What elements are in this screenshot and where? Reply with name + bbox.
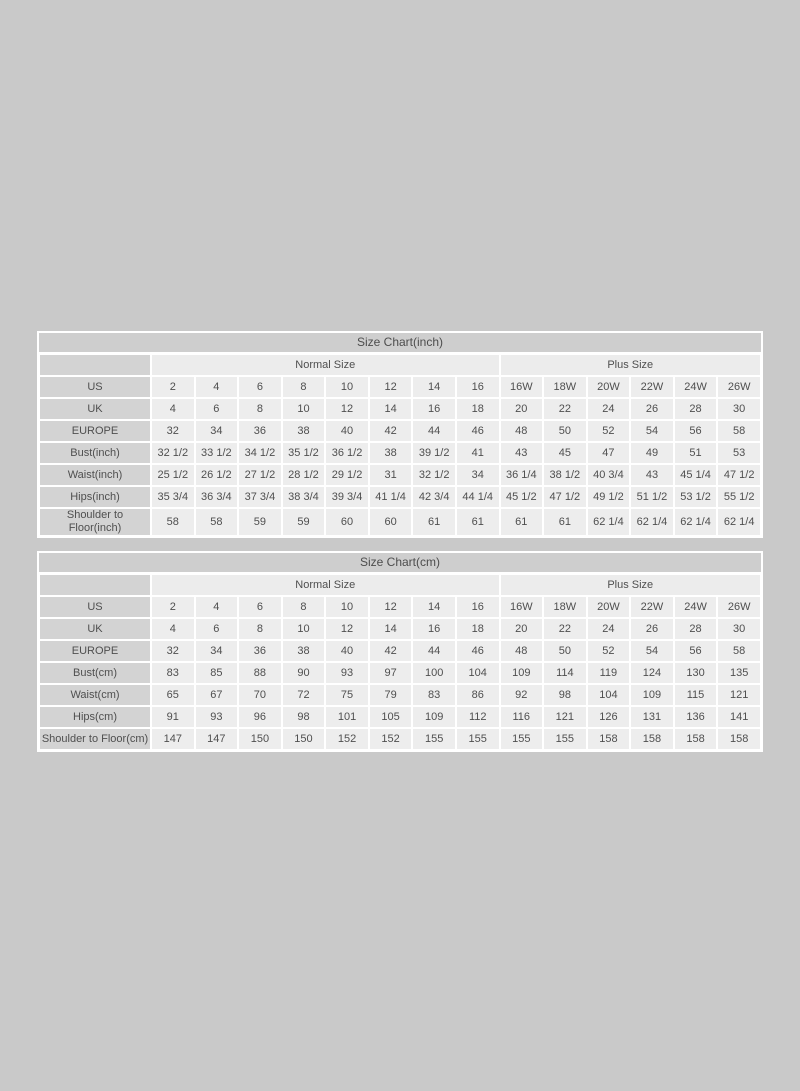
- size-cell: 12: [325, 618, 369, 640]
- size-cell: 6: [238, 376, 282, 398]
- size-cell: 45 1/4: [674, 464, 718, 486]
- size-cell: 79: [369, 684, 413, 706]
- size-cell: 32 1/2: [412, 464, 456, 486]
- size-cell: 38: [282, 640, 326, 662]
- row-label: UK: [39, 618, 151, 640]
- size-cell: 34: [195, 420, 239, 442]
- table-row: [39, 640, 761, 662]
- size-cell: 40 3/4: [587, 464, 631, 486]
- size-cell: 33 1/2: [195, 442, 239, 464]
- size-cell: 28 1/2: [282, 464, 326, 486]
- size-cell: 35 3/4: [151, 486, 195, 508]
- table-row: [39, 706, 761, 728]
- size-cell: 121: [717, 684, 761, 706]
- size-cell: 141: [717, 706, 761, 728]
- size-cell: 8: [238, 618, 282, 640]
- size-cell: 48: [500, 640, 544, 662]
- size-cell: 53 1/2: [674, 486, 718, 508]
- size-cell: 38 1/2: [543, 464, 587, 486]
- normal-size-header: Normal Size: [151, 574, 500, 596]
- size-cell: 58: [151, 508, 195, 536]
- size-cell: 47 1/2: [717, 464, 761, 486]
- size-cell: 104: [456, 662, 500, 684]
- size-cell: 147: [195, 728, 239, 750]
- size-cell: 91: [151, 706, 195, 728]
- size-cell: 60: [369, 508, 413, 536]
- size-cell: 31: [369, 464, 413, 486]
- size-cell: 116: [500, 706, 544, 728]
- corner-cell: [39, 354, 151, 376]
- size-cell: 46: [456, 640, 500, 662]
- size-cell: 10: [325, 596, 369, 618]
- size-cell: 43: [500, 442, 544, 464]
- size-cell: 12: [369, 376, 413, 398]
- size-cell: 28: [674, 618, 718, 640]
- size-cell: 18: [456, 618, 500, 640]
- size-cell: 60: [325, 508, 369, 536]
- size-cell: 14: [412, 376, 456, 398]
- table-row: [39, 684, 761, 706]
- size-cell: 44 1/4: [456, 486, 500, 508]
- size-cell: 104: [587, 684, 631, 706]
- size-cell: 59: [238, 508, 282, 536]
- size-cell: 8: [282, 596, 326, 618]
- size-cell: 10: [325, 376, 369, 398]
- size-cell: 109: [500, 662, 544, 684]
- row-label: EUROPE: [39, 420, 151, 442]
- row-label: US: [39, 596, 151, 618]
- size-cell: 35 1/2: [282, 442, 326, 464]
- size-cell: 2: [151, 596, 195, 618]
- row-label: EUROPE: [39, 640, 151, 662]
- size-cell: 152: [369, 728, 413, 750]
- size-cell: 12: [369, 596, 413, 618]
- size-cell: 56: [674, 420, 718, 442]
- size-cell: 20: [500, 618, 544, 640]
- row-label: Bust(cm): [39, 662, 151, 684]
- row-label: Waist(inch): [39, 464, 151, 486]
- size-cell: 14: [412, 596, 456, 618]
- size-cell: 155: [412, 728, 456, 750]
- size-cell: 4: [195, 376, 239, 398]
- size-cell: 44: [412, 420, 456, 442]
- size-cell: 62 1/4: [630, 508, 674, 536]
- size-cell: 45 1/2: [500, 486, 544, 508]
- size-cell: 56: [674, 640, 718, 662]
- size-cell: 109: [630, 684, 674, 706]
- table-row: [39, 728, 761, 750]
- size-cell: 43: [630, 464, 674, 486]
- size-chart-cm-title: Size Chart(cm): [39, 553, 761, 572]
- plus-size-header: Plus Size: [500, 354, 762, 376]
- size-cell: 158: [717, 728, 761, 750]
- size-cell: 72: [282, 684, 326, 706]
- size-cell: 22: [543, 398, 587, 420]
- group-header-row: [39, 354, 761, 376]
- size-cell: 59: [282, 508, 326, 536]
- size-cell: 147: [151, 728, 195, 750]
- row-label: Hips(inch): [39, 486, 151, 508]
- size-chart-inch-table: [39, 354, 761, 536]
- size-cell: 8: [282, 376, 326, 398]
- size-cell: 30: [717, 398, 761, 420]
- size-cell: 6: [238, 596, 282, 618]
- size-cell: 2: [151, 376, 195, 398]
- size-cell: 124: [630, 662, 674, 684]
- size-cell: 32 1/2: [151, 442, 195, 464]
- size-cell: 20: [500, 398, 544, 420]
- size-cell: 14: [369, 618, 413, 640]
- row-label: Shoulder to Floor(cm): [39, 728, 151, 750]
- size-cell: 97: [369, 662, 413, 684]
- size-cell: 58: [717, 420, 761, 442]
- size-cell: 155: [500, 728, 544, 750]
- size-cell: 27 1/2: [238, 464, 282, 486]
- size-cell: 85: [195, 662, 239, 684]
- size-cell: 10: [282, 618, 326, 640]
- size-cell: 119: [587, 662, 631, 684]
- size-cell: 36: [238, 420, 282, 442]
- size-chart-inch-title: Size Chart(inch): [39, 333, 761, 352]
- table-row: [39, 596, 761, 618]
- size-cell: 67: [195, 684, 239, 706]
- size-cell: 51 1/2: [630, 486, 674, 508]
- size-cell: 44: [412, 640, 456, 662]
- size-cell: 42 3/4: [412, 486, 456, 508]
- size-cell: 40: [325, 420, 369, 442]
- size-cell: 50: [543, 420, 587, 442]
- size-cell: 58: [717, 640, 761, 662]
- size-cell: 29 1/2: [325, 464, 369, 486]
- size-cell: 53: [717, 442, 761, 464]
- size-cell: 36 1/4: [500, 464, 544, 486]
- size-cell: 115: [674, 684, 718, 706]
- size-cell: 131: [630, 706, 674, 728]
- size-cell: 130: [674, 662, 718, 684]
- size-cell: 54: [630, 420, 674, 442]
- size-cell: 24: [587, 618, 631, 640]
- table-row: [39, 442, 761, 464]
- size-cell: 52: [587, 420, 631, 442]
- size-cell: 75: [325, 684, 369, 706]
- size-cell: 158: [587, 728, 631, 750]
- size-cell: 98: [282, 706, 326, 728]
- size-cell: 83: [412, 684, 456, 706]
- size-cell: 93: [195, 706, 239, 728]
- size-cell: 155: [456, 728, 500, 750]
- size-cell: 4: [151, 618, 195, 640]
- plus-size-header: Plus Size: [500, 574, 762, 596]
- size-cell: 158: [674, 728, 718, 750]
- size-cell: 22: [543, 618, 587, 640]
- size-cell: 16W: [500, 596, 544, 618]
- size-cell: 62 1/4: [674, 508, 718, 536]
- size-cell: 45: [543, 442, 587, 464]
- normal-size-header: Normal Size: [151, 354, 500, 376]
- table-row: [39, 420, 761, 442]
- size-cell: 26W: [717, 596, 761, 618]
- row-label: Shoulder to Floor(inch): [39, 508, 151, 536]
- size-cell: 39 3/4: [325, 486, 369, 508]
- size-cell: 61: [412, 508, 456, 536]
- size-cell: 100: [412, 662, 456, 684]
- row-label: Hips(cm): [39, 706, 151, 728]
- table-row: [39, 464, 761, 486]
- size-chart-cm-table: [39, 574, 761, 750]
- size-cell: 36 3/4: [195, 486, 239, 508]
- size-cell: 28: [674, 398, 718, 420]
- size-cell: 155: [543, 728, 587, 750]
- table-row: [39, 398, 761, 420]
- size-cell: 135: [717, 662, 761, 684]
- size-cell: 98: [543, 684, 587, 706]
- row-label: Waist(cm): [39, 684, 151, 706]
- size-cell: 42: [369, 640, 413, 662]
- corner-cell: [39, 574, 151, 596]
- size-cell: 26 1/2: [195, 464, 239, 486]
- size-cell: 6: [195, 618, 239, 640]
- size-cell: 41: [456, 442, 500, 464]
- size-cell: 16W: [500, 376, 544, 398]
- size-cell: 18W: [543, 376, 587, 398]
- size-cell: 20W: [587, 376, 631, 398]
- size-cell: 36: [238, 640, 282, 662]
- size-cell: 16: [412, 618, 456, 640]
- size-cell: 112: [456, 706, 500, 728]
- size-cell: 52: [587, 640, 631, 662]
- size-cell: 49: [630, 442, 674, 464]
- row-label: UK: [39, 398, 151, 420]
- size-cell: 101: [325, 706, 369, 728]
- size-cell: 6: [195, 398, 239, 420]
- size-cell: 38: [282, 420, 326, 442]
- size-cell: 10: [282, 398, 326, 420]
- size-cell: 121: [543, 706, 587, 728]
- size-cell: 90: [282, 662, 326, 684]
- size-cell: 152: [325, 728, 369, 750]
- size-cell: 26W: [717, 376, 761, 398]
- size-cell: 61: [543, 508, 587, 536]
- size-cell: 39 1/2: [412, 442, 456, 464]
- size-cell: 86: [456, 684, 500, 706]
- size-cell: 83: [151, 662, 195, 684]
- size-cell: 70: [238, 684, 282, 706]
- size-cell: 4: [195, 596, 239, 618]
- size-cell: 96: [238, 706, 282, 728]
- size-cell: 158: [630, 728, 674, 750]
- size-cell: 88: [238, 662, 282, 684]
- size-cell: 50: [543, 640, 587, 662]
- size-cell: 136: [674, 706, 718, 728]
- size-cell: 54: [630, 640, 674, 662]
- size-cell: 65: [151, 684, 195, 706]
- size-cell: 34: [456, 464, 500, 486]
- size-cell: 38: [369, 442, 413, 464]
- size-cell: 42: [369, 420, 413, 442]
- size-cell: 20W: [587, 596, 631, 618]
- size-cell: 18: [456, 398, 500, 420]
- size-cell: 61: [500, 508, 544, 536]
- size-cell: 114: [543, 662, 587, 684]
- size-cell: 24: [587, 398, 631, 420]
- size-cell: 46: [456, 420, 500, 442]
- group-header-row: [39, 574, 761, 596]
- size-cell: 48: [500, 420, 544, 442]
- table-row: [39, 508, 761, 536]
- size-cell: 32: [151, 420, 195, 442]
- size-cell: 150: [282, 728, 326, 750]
- size-cell: 22W: [630, 596, 674, 618]
- size-cell: 126: [587, 706, 631, 728]
- size-cell: 40: [325, 640, 369, 662]
- row-label: Bust(inch): [39, 442, 151, 464]
- size-cell: 34 1/2: [238, 442, 282, 464]
- size-cell: 47: [587, 442, 631, 464]
- size-cell: 16: [456, 376, 500, 398]
- size-chart-cm-panel: [37, 551, 763, 752]
- size-cell: 16: [412, 398, 456, 420]
- size-cell: 32: [151, 640, 195, 662]
- size-cell: 8: [238, 398, 282, 420]
- size-cell: 38 3/4: [282, 486, 326, 508]
- size-cell: 49 1/2: [587, 486, 631, 508]
- size-cell: 47 1/2: [543, 486, 587, 508]
- size-cell: 26: [630, 618, 674, 640]
- size-cell: 25 1/2: [151, 464, 195, 486]
- size-cell: 105: [369, 706, 413, 728]
- row-label: US: [39, 376, 151, 398]
- size-cell: 62 1/4: [587, 508, 631, 536]
- size-cell: 36 1/2: [325, 442, 369, 464]
- size-cell: 62 1/4: [717, 508, 761, 536]
- size-cell: 14: [369, 398, 413, 420]
- size-cell: 41 1/4: [369, 486, 413, 508]
- size-cell: 61: [456, 508, 500, 536]
- size-cell: 24W: [674, 376, 718, 398]
- size-cell: 34: [195, 640, 239, 662]
- size-cell: 58: [195, 508, 239, 536]
- table-row: [39, 618, 761, 640]
- size-cell: 26: [630, 398, 674, 420]
- size-cell: 16: [456, 596, 500, 618]
- size-cell: 51: [674, 442, 718, 464]
- size-cell: 37 3/4: [238, 486, 282, 508]
- size-cell: 150: [238, 728, 282, 750]
- size-cell: 109: [412, 706, 456, 728]
- size-cell: 12: [325, 398, 369, 420]
- size-cell: 18W: [543, 596, 587, 618]
- size-cell: 22W: [630, 376, 674, 398]
- table-row: [39, 662, 761, 684]
- size-cell: 55 1/2: [717, 486, 761, 508]
- size-cell: 92: [500, 684, 544, 706]
- table-row: [39, 376, 761, 398]
- size-chart-inch-panel: [37, 331, 763, 538]
- table-row: [39, 486, 761, 508]
- size-cell: 30: [717, 618, 761, 640]
- size-cell: 24W: [674, 596, 718, 618]
- size-cell: 93: [325, 662, 369, 684]
- size-cell: 4: [151, 398, 195, 420]
